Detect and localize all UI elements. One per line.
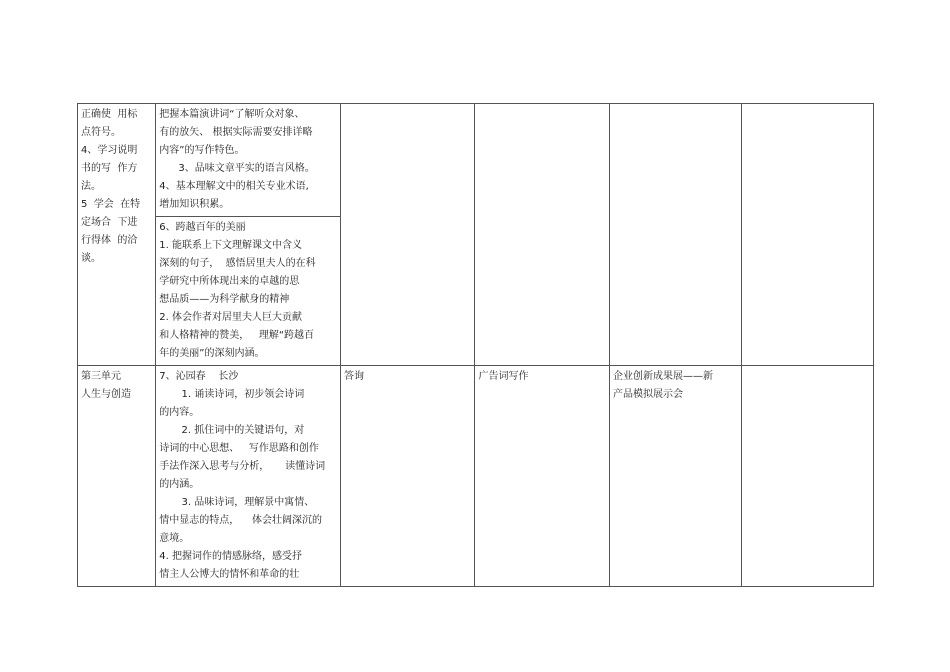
empty-cell: [475, 104, 610, 366]
unit-title-cell: [78, 366, 156, 587]
text-line: 6、跨越百年的美丽: [159, 222, 246, 233]
text-line: 3、品味文章平实的语言风格。: [159, 163, 315, 174]
practice-cell: [609, 366, 741, 587]
text-line: 情主人公博大的情怀和革命的壮: [159, 569, 300, 580]
text-line: 谈。: [81, 253, 101, 264]
text-line: 7、沁园春 长沙: [159, 371, 239, 382]
text-line: 诗词的中心思想、 写作思路和创作: [159, 443, 319, 454]
text-line: 书的写 作方: [81, 163, 138, 174]
empty-cell: [609, 104, 741, 366]
text-line: 年的美丽”的深刻内涵。: [159, 348, 265, 359]
empty-cell: [742, 366, 874, 587]
text-line: 把握本篇演讲词“了解听众对象、: [159, 109, 305, 120]
lesson-content-cell: [156, 217, 341, 366]
text-line: 5 学会 在特: [81, 199, 141, 210]
curriculum-table: [77, 103, 874, 587]
objectives-cell: [78, 104, 156, 366]
text-line: 和人格精神的赞美， 理解“跨越百: [159, 330, 314, 341]
empty-cell: [742, 104, 874, 366]
text-line: 意境。: [159, 533, 190, 544]
text-line: 内容”的写作特色。: [159, 145, 245, 156]
text-line: 情中显志的特点， 体会壮阔深沉的: [159, 515, 322, 526]
text-line: 点符号。: [81, 127, 121, 138]
text-line: 定场合 下进: [81, 217, 138, 228]
text-line: 广告词写作: [478, 371, 529, 382]
text-line: 深刻的句子， 感悟居里夫人的在科: [159, 258, 316, 269]
writing-cell: [475, 366, 610, 587]
text-line: 正确使 用标: [81, 109, 138, 120]
text-line: 企业创新成果展——新: [612, 371, 713, 382]
table-row: [78, 104, 874, 217]
text-line: 有的放矢、 根据实际需要安排详略: [159, 127, 313, 138]
text-line: 第三单元: [81, 371, 121, 382]
text-line: 4、基本理解文中的相关专业术语,: [159, 181, 309, 192]
text-line: 1. 诵读诗词，初步领会诗词: [159, 389, 305, 400]
text-line: 手法作深入思考与分析， 读懂诗词: [159, 461, 326, 472]
lesson-content-cell: [156, 366, 341, 587]
text-line: 3. 品味诗词，理解景中寓情、: [159, 497, 315, 508]
text-line: 2. 体会作者对居里夫人巨大贡献: [159, 312, 303, 323]
text-line: 学研究中所体现出来的卓越的思: [159, 276, 300, 287]
text-line: 答询: [343, 371, 364, 382]
text-line: 2. 抓住词中的关键语句，对: [159, 425, 305, 436]
text-line: 的内容。: [159, 407, 200, 418]
text-line: 增加知识积累。: [159, 199, 230, 210]
text-line: 人生与创造: [81, 389, 131, 400]
text-line: 4、学习说明: [81, 145, 138, 156]
text-line: 4. 把握词作的情感脉络，感受抒: [159, 551, 303, 562]
text-line: 的内涵。: [159, 479, 200, 490]
text-line: 想品质——为科学献身的精神: [159, 294, 290, 305]
lesson-content-cell: [156, 104, 341, 217]
text-line: 法。: [81, 181, 101, 192]
text-line: 1. 能联系上下文理解课文中含义: [159, 240, 303, 251]
text-line: 产品模拟展示会: [612, 389, 683, 400]
activity-cell: [340, 366, 475, 587]
table-row: [78, 366, 874, 587]
empty-cell: [340, 104, 475, 366]
text-line: 行得体 的洽: [81, 235, 138, 246]
